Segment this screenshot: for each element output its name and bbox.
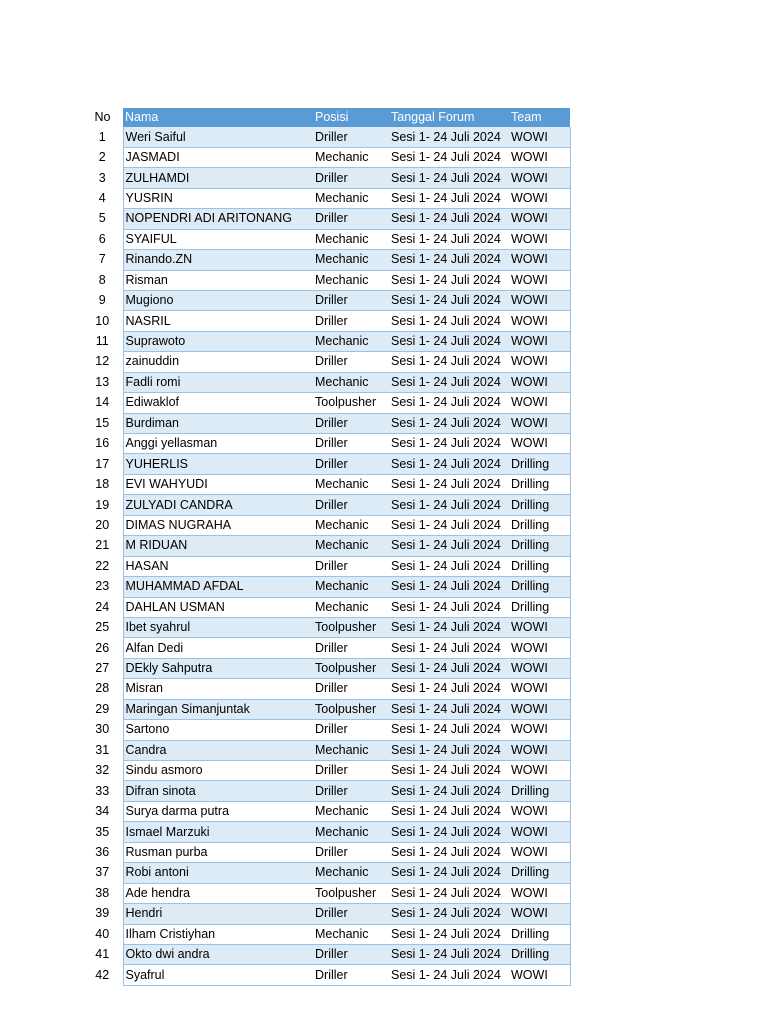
posisi-cell[interactable]: Driller <box>313 209 389 229</box>
row-number-cell[interactable]: 21 <box>82 536 123 556</box>
table-row <box>82 863 570 883</box>
nama-cell[interactable]: Okto dwi andra <box>123 944 313 964</box>
team-cell[interactable]: WOWI <box>509 434 570 454</box>
table-row <box>82 372 570 392</box>
nama-cell[interactable]: Syafrul <box>123 965 313 985</box>
team-cell[interactable]: Drilling <box>509 536 570 556</box>
tanggal-forum-cell[interactable]: Sesi 1- 24 Juli 2024 <box>389 699 509 719</box>
posisi-cell[interactable]: Driller <box>313 965 389 985</box>
row-number-cell[interactable]: 39 <box>82 904 123 924</box>
team-cell[interactable]: WOWI <box>509 761 570 781</box>
tanggal-forum-cell[interactable]: Sesi 1- 24 Juli 2024 <box>389 474 509 494</box>
row-number-cell[interactable]: 17 <box>82 454 123 474</box>
header-posisi[interactable]: Posisi <box>313 108 389 127</box>
team-cell[interactable]: WOWI <box>509 965 570 985</box>
tanggal-forum-cell[interactable]: Sesi 1- 24 Juli 2024 <box>389 454 509 474</box>
table-row <box>82 127 570 147</box>
tanggal-forum-cell[interactable]: Sesi 1- 24 Juli 2024 <box>389 168 509 188</box>
tanggal-forum-cell[interactable]: Sesi 1- 24 Juli 2024 <box>389 597 509 617</box>
team-cell[interactable]: Drilling <box>509 515 570 535</box>
row-number-cell[interactable]: 28 <box>82 679 123 699</box>
team-cell[interactable]: Drilling <box>509 944 570 964</box>
row-number-cell[interactable]: 6 <box>82 229 123 249</box>
row-number-cell[interactable]: 11 <box>82 331 123 351</box>
team-cell[interactable]: WOWI <box>509 352 570 372</box>
nama-cell[interactable]: Ediwaklof <box>123 393 313 413</box>
table-row <box>82 883 570 903</box>
nama-cell[interactable]: ZULHAMDI <box>123 168 313 188</box>
tanggal-forum-cell[interactable]: Sesi 1- 24 Juli 2024 <box>389 944 509 964</box>
posisi-cell[interactable]: Driller <box>313 454 389 474</box>
row-number-cell[interactable]: 32 <box>82 761 123 781</box>
posisi-cell[interactable]: Driller <box>313 679 389 699</box>
tanggal-forum-cell[interactable]: Sesi 1- 24 Juli 2024 <box>389 352 509 372</box>
table-row <box>82 658 570 678</box>
table-row <box>82 577 570 597</box>
nama-cell[interactable]: Burdiman <box>123 413 313 433</box>
team-cell[interactable]: Drilling <box>509 781 570 801</box>
posisi-cell[interactable]: Driller <box>313 127 389 147</box>
tanggal-forum-cell[interactable]: Sesi 1- 24 Juli 2024 <box>389 863 509 883</box>
table-row <box>82 352 570 372</box>
posisi-cell[interactable]: Driller <box>313 944 389 964</box>
nama-cell[interactable]: Difran sinota <box>123 781 313 801</box>
row-number-cell[interactable]: 18 <box>82 474 123 494</box>
header-nama[interactable]: Nama <box>123 108 313 127</box>
tanggal-forum-cell[interactable]: Sesi 1- 24 Juli 2024 <box>389 883 509 903</box>
nama-cell[interactable]: Rinando.ZN <box>123 250 313 270</box>
nama-cell[interactable]: Candra <box>123 740 313 760</box>
tanggal-forum-cell[interactable]: Sesi 1- 24 Juli 2024 <box>389 331 509 351</box>
posisi-cell[interactable]: Toolpusher <box>313 393 389 413</box>
tanggal-forum-cell[interactable]: Sesi 1- 24 Juli 2024 <box>389 413 509 433</box>
nama-cell[interactable]: Sindu asmoro <box>123 761 313 781</box>
posisi-cell[interactable]: Driller <box>313 720 389 740</box>
posisi-cell[interactable]: Driller <box>313 413 389 433</box>
team-cell[interactable]: WOWI <box>509 658 570 678</box>
posisi-cell[interactable]: Driller <box>313 556 389 576</box>
row-number-cell[interactable]: 37 <box>82 863 123 883</box>
table-row <box>82 556 570 576</box>
nama-cell[interactable]: Risman <box>123 270 313 290</box>
team-cell[interactable]: WOWI <box>509 413 570 433</box>
row-number-cell[interactable]: 41 <box>82 944 123 964</box>
tanggal-forum-cell[interactable]: Sesi 1- 24 Juli 2024 <box>389 801 509 821</box>
team-cell[interactable]: WOWI <box>509 127 570 147</box>
nama-cell[interactable]: zainuddin <box>123 352 313 372</box>
row-number-cell[interactable]: 5 <box>82 209 123 229</box>
row-number-cell[interactable]: 38 <box>82 883 123 903</box>
tanggal-forum-cell[interactable]: Sesi 1- 24 Juli 2024 <box>389 617 509 637</box>
nama-cell[interactable]: Sartono <box>123 720 313 740</box>
posisi-cell[interactable]: Mechanic <box>313 536 389 556</box>
tanggal-forum-cell[interactable]: Sesi 1- 24 Juli 2024 <box>389 372 509 392</box>
team-cell[interactable]: Drilling <box>509 924 570 944</box>
team-cell[interactable]: WOWI <box>509 188 570 208</box>
row-number-cell[interactable]: 7 <box>82 250 123 270</box>
team-cell[interactable]: WOWI <box>509 699 570 719</box>
nama-cell[interactable]: Ade hendra <box>123 883 313 903</box>
table-row <box>82 270 570 290</box>
tanggal-forum-cell[interactable]: Sesi 1- 24 Juli 2024 <box>389 250 509 270</box>
row-number-cell[interactable]: 23 <box>82 577 123 597</box>
table-row <box>82 250 570 270</box>
table-row <box>82 617 570 637</box>
nama-cell[interactable]: Robi antoni <box>123 863 313 883</box>
tanggal-forum-cell[interactable]: Sesi 1- 24 Juli 2024 <box>389 904 509 924</box>
header-row <box>82 108 570 127</box>
posisi-cell[interactable]: Toolpusher <box>313 883 389 903</box>
row-number-cell[interactable]: 12 <box>82 352 123 372</box>
row-number-cell[interactable]: 2 <box>82 147 123 167</box>
team-cell[interactable]: WOWI <box>509 331 570 351</box>
table-row <box>82 924 570 944</box>
posisi-cell[interactable]: Mechanic <box>313 147 389 167</box>
row-number-cell[interactable]: 10 <box>82 311 123 331</box>
nama-cell[interactable]: Rusman purba <box>123 842 313 862</box>
tanggal-forum-cell[interactable]: Sesi 1- 24 Juli 2024 <box>389 515 509 535</box>
team-cell[interactable]: WOWI <box>509 842 570 862</box>
table-row <box>82 147 570 167</box>
posisi-cell[interactable]: Toolpusher <box>313 658 389 678</box>
posisi-cell[interactable]: Driller <box>313 781 389 801</box>
row-number-cell[interactable]: 13 <box>82 372 123 392</box>
nama-cell[interactable]: SYAIFUL <box>123 229 313 249</box>
table-row <box>82 597 570 617</box>
team-cell[interactable]: WOWI <box>509 883 570 903</box>
table-row <box>82 822 570 842</box>
tanggal-forum-cell[interactable]: Sesi 1- 24 Juli 2024 <box>389 924 509 944</box>
nama-cell[interactable]: MUHAMMAD AFDAL <box>123 577 313 597</box>
row-number-cell[interactable]: 1 <box>82 127 123 147</box>
posisi-cell[interactable]: Toolpusher <box>313 699 389 719</box>
team-cell[interactable]: Drilling <box>509 495 570 515</box>
table-row <box>82 474 570 494</box>
row-number-cell[interactable]: 19 <box>82 495 123 515</box>
team-cell[interactable]: WOWI <box>509 801 570 821</box>
nama-cell[interactable]: Surya darma putra <box>123 801 313 821</box>
team-cell[interactable]: WOWI <box>509 679 570 699</box>
nama-cell[interactable]: Ilham Cristiyhan <box>123 924 313 944</box>
row-number-cell[interactable]: 9 <box>82 290 123 310</box>
posisi-cell[interactable]: Mechanic <box>313 924 389 944</box>
tanggal-forum-cell[interactable]: Sesi 1- 24 Juli 2024 <box>389 229 509 249</box>
table-row <box>82 434 570 454</box>
team-cell[interactable]: WOWI <box>509 290 570 310</box>
posisi-cell[interactable]: Mechanic <box>313 822 389 842</box>
team-cell[interactable]: WOWI <box>509 270 570 290</box>
tanggal-forum-cell[interactable]: Sesi 1- 24 Juli 2024 <box>389 188 509 208</box>
tanggal-forum-cell[interactable]: Sesi 1- 24 Juli 2024 <box>389 209 509 229</box>
nama-cell[interactable]: DEkly Sahputra <box>123 658 313 678</box>
nama-cell[interactable]: YUSRIN <box>123 188 313 208</box>
posisi-cell[interactable]: Driller <box>313 352 389 372</box>
nama-cell[interactable]: HASAN <box>123 556 313 576</box>
row-number-cell[interactable]: 30 <box>82 720 123 740</box>
table-row <box>82 781 570 801</box>
team-cell[interactable]: WOWI <box>509 720 570 740</box>
tanggal-forum-cell[interactable]: Sesi 1- 24 Juli 2024 <box>389 393 509 413</box>
tanggal-forum-cell[interactable]: Sesi 1- 24 Juli 2024 <box>389 495 509 515</box>
tanggal-forum-cell[interactable]: Sesi 1- 24 Juli 2024 <box>389 290 509 310</box>
team-cell[interactable]: WOWI <box>509 250 570 270</box>
row-number-cell[interactable]: 40 <box>82 924 123 944</box>
team-cell[interactable]: WOWI <box>509 638 570 658</box>
tanggal-forum-cell[interactable]: Sesi 1- 24 Juli 2024 <box>389 556 509 576</box>
row-number-cell[interactable]: 42 <box>82 965 123 985</box>
nama-cell[interactable]: Hendri <box>123 904 313 924</box>
posisi-cell[interactable]: Driller <box>313 168 389 188</box>
team-cell[interactable]: Drilling <box>509 577 570 597</box>
row-number-cell[interactable]: 22 <box>82 556 123 576</box>
nama-cell[interactable]: Mugiono <box>123 290 313 310</box>
tanggal-forum-cell[interactable]: Sesi 1- 24 Juli 2024 <box>389 658 509 678</box>
nama-cell[interactable]: NASRIL <box>123 311 313 331</box>
table-row <box>82 679 570 699</box>
table-row <box>82 801 570 821</box>
table-row <box>82 638 570 658</box>
team-cell[interactable]: Drilling <box>509 597 570 617</box>
row-number-cell[interactable]: 29 <box>82 699 123 719</box>
team-cell[interactable]: Drilling <box>509 474 570 494</box>
row-number-cell[interactable]: 27 <box>82 658 123 678</box>
posisi-cell[interactable]: Mechanic <box>313 270 389 290</box>
team-cell[interactable]: WOWI <box>509 311 570 331</box>
tanggal-forum-cell[interactable]: Sesi 1- 24 Juli 2024 <box>389 822 509 842</box>
table-row <box>82 761 570 781</box>
table-row <box>82 229 570 249</box>
table-row <box>82 290 570 310</box>
team-cell[interactable]: WOWI <box>509 393 570 413</box>
row-number-cell[interactable]: 16 <box>82 434 123 454</box>
posisi-cell[interactable]: Toolpusher <box>313 617 389 637</box>
table-row <box>82 331 570 351</box>
nama-cell[interactable]: EVI WAHYUDI <box>123 474 313 494</box>
posisi-cell[interactable]: Driller <box>313 842 389 862</box>
row-number-cell[interactable]: 4 <box>82 188 123 208</box>
posisi-cell[interactable]: Driller <box>313 904 389 924</box>
posisi-cell[interactable]: Mechanic <box>313 229 389 249</box>
row-number-cell[interactable]: 35 <box>82 822 123 842</box>
row-number-cell[interactable]: 24 <box>82 597 123 617</box>
team-cell[interactable]: Drilling <box>509 863 570 883</box>
row-number-cell[interactable]: 3 <box>82 168 123 188</box>
posisi-cell[interactable]: Driller <box>313 761 389 781</box>
table-row <box>82 188 570 208</box>
table-row <box>82 311 570 331</box>
nama-cell[interactable]: Alfan Dedi <box>123 638 313 658</box>
posisi-cell[interactable]: Mechanic <box>313 577 389 597</box>
posisi-cell[interactable]: Driller <box>313 311 389 331</box>
tanggal-forum-cell[interactable]: Sesi 1- 24 Juli 2024 <box>389 536 509 556</box>
table-row <box>82 904 570 924</box>
tanggal-forum-cell[interactable]: Sesi 1- 24 Juli 2024 <box>389 311 509 331</box>
nama-cell[interactable]: ZULYADI CANDRA <box>123 495 313 515</box>
table-row <box>82 536 570 556</box>
team-cell[interactable]: WOWI <box>509 904 570 924</box>
posisi-cell[interactable]: Mechanic <box>313 597 389 617</box>
posisi-cell[interactable]: Driller <box>313 434 389 454</box>
tanggal-forum-cell[interactable]: Sesi 1- 24 Juli 2024 <box>389 434 509 454</box>
posisi-cell[interactable]: Mechanic <box>313 372 389 392</box>
table-row <box>82 515 570 535</box>
row-number-cell[interactable]: 14 <box>82 393 123 413</box>
table-row <box>82 168 570 188</box>
table-row <box>82 965 570 985</box>
nama-cell[interactable]: DIMAS NUGRAHA <box>123 515 313 535</box>
table-row <box>82 209 570 229</box>
tanggal-forum-cell[interactable]: Sesi 1- 24 Juli 2024 <box>389 761 509 781</box>
row-number-cell[interactable]: 33 <box>82 781 123 801</box>
row-number-cell[interactable]: 25 <box>82 617 123 637</box>
participant-table <box>82 108 571 986</box>
team-cell[interactable]: Drilling <box>509 454 570 474</box>
table-row <box>82 393 570 413</box>
tanggal-forum-cell[interactable]: Sesi 1- 24 Juli 2024 <box>389 127 509 147</box>
row-number-cell[interactable]: 34 <box>82 801 123 821</box>
nama-cell[interactable]: Fadli romi <box>123 372 313 392</box>
tanggal-forum-cell[interactable]: Sesi 1- 24 Juli 2024 <box>389 720 509 740</box>
team-cell[interactable]: WOWI <box>509 740 570 760</box>
posisi-cell[interactable]: Mechanic <box>313 863 389 883</box>
tanggal-forum-cell[interactable]: Sesi 1- 24 Juli 2024 <box>389 965 509 985</box>
team-cell[interactable]: WOWI <box>509 372 570 392</box>
posisi-cell[interactable]: Mechanic <box>313 331 389 351</box>
team-cell[interactable]: WOWI <box>509 229 570 249</box>
tanggal-forum-cell[interactable]: Sesi 1- 24 Juli 2024 <box>389 147 509 167</box>
row-number-cell[interactable]: 20 <box>82 515 123 535</box>
team-cell[interactable]: Drilling <box>509 556 570 576</box>
table-row <box>82 699 570 719</box>
posisi-cell[interactable]: Driller <box>313 290 389 310</box>
row-number-cell[interactable]: 15 <box>82 413 123 433</box>
tanggal-forum-cell[interactable]: Sesi 1- 24 Juli 2024 <box>389 577 509 597</box>
tanggal-forum-cell[interactable]: Sesi 1- 24 Juli 2024 <box>389 638 509 658</box>
nama-cell[interactable]: DAHLAN USMAN <box>123 597 313 617</box>
team-cell[interactable]: WOWI <box>509 147 570 167</box>
nama-cell[interactable]: Ismael Marzuki <box>123 822 313 842</box>
row-number-cell[interactable]: 8 <box>82 270 123 290</box>
header-tanggal-forum[interactable]: Tanggal Forum <box>389 108 509 127</box>
table-row <box>82 454 570 474</box>
row-number-cell[interactable]: 31 <box>82 740 123 760</box>
table-row <box>82 944 570 964</box>
nama-cell[interactable]: M RIDUAN <box>123 536 313 556</box>
posisi-cell[interactable]: Driller <box>313 495 389 515</box>
row-number-cell[interactable]: 36 <box>82 842 123 862</box>
tanggal-forum-cell[interactable]: Sesi 1- 24 Juli 2024 <box>389 679 509 699</box>
nama-cell[interactable]: Suprawoto <box>123 331 313 351</box>
posisi-cell[interactable]: Mechanic <box>313 740 389 760</box>
posisi-cell[interactable]: Mechanic <box>313 188 389 208</box>
tanggal-forum-cell[interactable]: Sesi 1- 24 Juli 2024 <box>389 740 509 760</box>
nama-cell[interactable]: Weri Saiful <box>123 127 313 147</box>
posisi-cell[interactable]: Mechanic <box>313 250 389 270</box>
nama-cell[interactable]: JASMADI <box>123 147 313 167</box>
nama-cell[interactable]: Ibet syahrul <box>123 617 313 637</box>
header-team[interactable]: Team <box>509 108 570 127</box>
table-row <box>82 495 570 515</box>
nama-cell[interactable]: YUHERLIS <box>123 454 313 474</box>
table-row <box>82 413 570 433</box>
team-cell[interactable]: WOWI <box>509 209 570 229</box>
team-cell[interactable]: WOWI <box>509 822 570 842</box>
team-cell[interactable]: WOWI <box>509 617 570 637</box>
table-row <box>82 740 570 760</box>
nama-cell[interactable]: Misran <box>123 679 313 699</box>
nama-cell[interactable]: Maringan Simanjuntak <box>123 699 313 719</box>
header-no[interactable]: No <box>82 108 123 127</box>
posisi-cell[interactable]: Mechanic <box>313 474 389 494</box>
tanggal-forum-cell[interactable]: Sesi 1- 24 Juli 2024 <box>389 842 509 862</box>
row-number-cell[interactable]: 26 <box>82 638 123 658</box>
posisi-cell[interactable]: Mechanic <box>313 801 389 821</box>
tanggal-forum-cell[interactable]: Sesi 1- 24 Juli 2024 <box>389 781 509 801</box>
table-row <box>82 720 570 740</box>
table-row <box>82 842 570 862</box>
tanggal-forum-cell[interactable]: Sesi 1- 24 Juli 2024 <box>389 270 509 290</box>
nama-cell[interactable]: NOPENDRI ADI ARITONANG <box>123 209 313 229</box>
nama-cell[interactable]: Anggi yellasman <box>123 434 313 454</box>
posisi-cell[interactable]: Driller <box>313 638 389 658</box>
posisi-cell[interactable]: Mechanic <box>313 515 389 535</box>
team-cell[interactable]: WOWI <box>509 168 570 188</box>
